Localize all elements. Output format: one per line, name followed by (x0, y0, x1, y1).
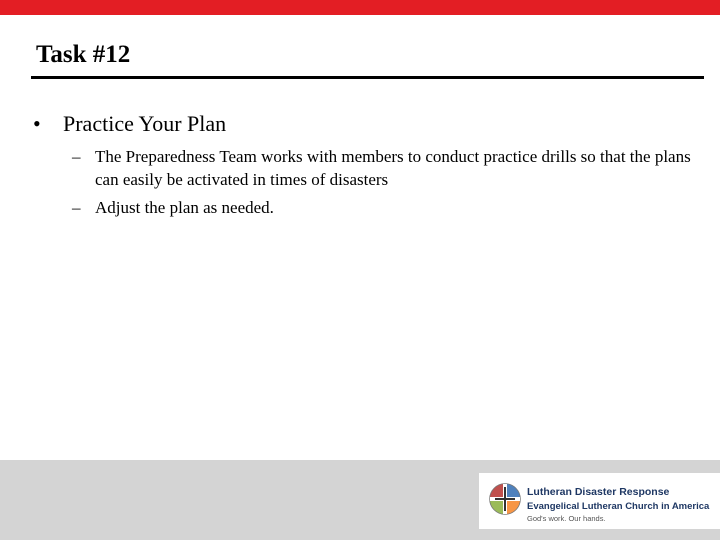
logo-tagline: God's work. Our hands. (527, 514, 606, 523)
bullet-marker: • (33, 111, 41, 136)
sub-bullet-2 (72, 196, 705, 219)
main-bullet (33, 111, 226, 137)
sub-bullet-text: The Preparedness Team works with members to conduct practice drills so that the plans can easily be activated in times of disasters (95, 147, 691, 189)
title-underline (31, 76, 704, 79)
sub-bullet-marker: – (72, 147, 81, 166)
sub-bullet-marker: – (72, 198, 81, 217)
main-bullet-text: Practice Your Plan (63, 111, 227, 136)
top-accent-bar (0, 0, 720, 15)
sub-bullet-1 (72, 145, 705, 191)
sub-bullet-text: Adjust the plan as needed. (95, 198, 274, 217)
logo-org-name: Lutheran Disaster Response (527, 486, 670, 498)
logo-church-name: Evangelical Lutheran Church in America (527, 501, 710, 512)
elca-cross-icon (489, 481, 521, 517)
slide-title: Task #12 (36, 41, 131, 68)
ldr-logo (479, 473, 720, 529)
